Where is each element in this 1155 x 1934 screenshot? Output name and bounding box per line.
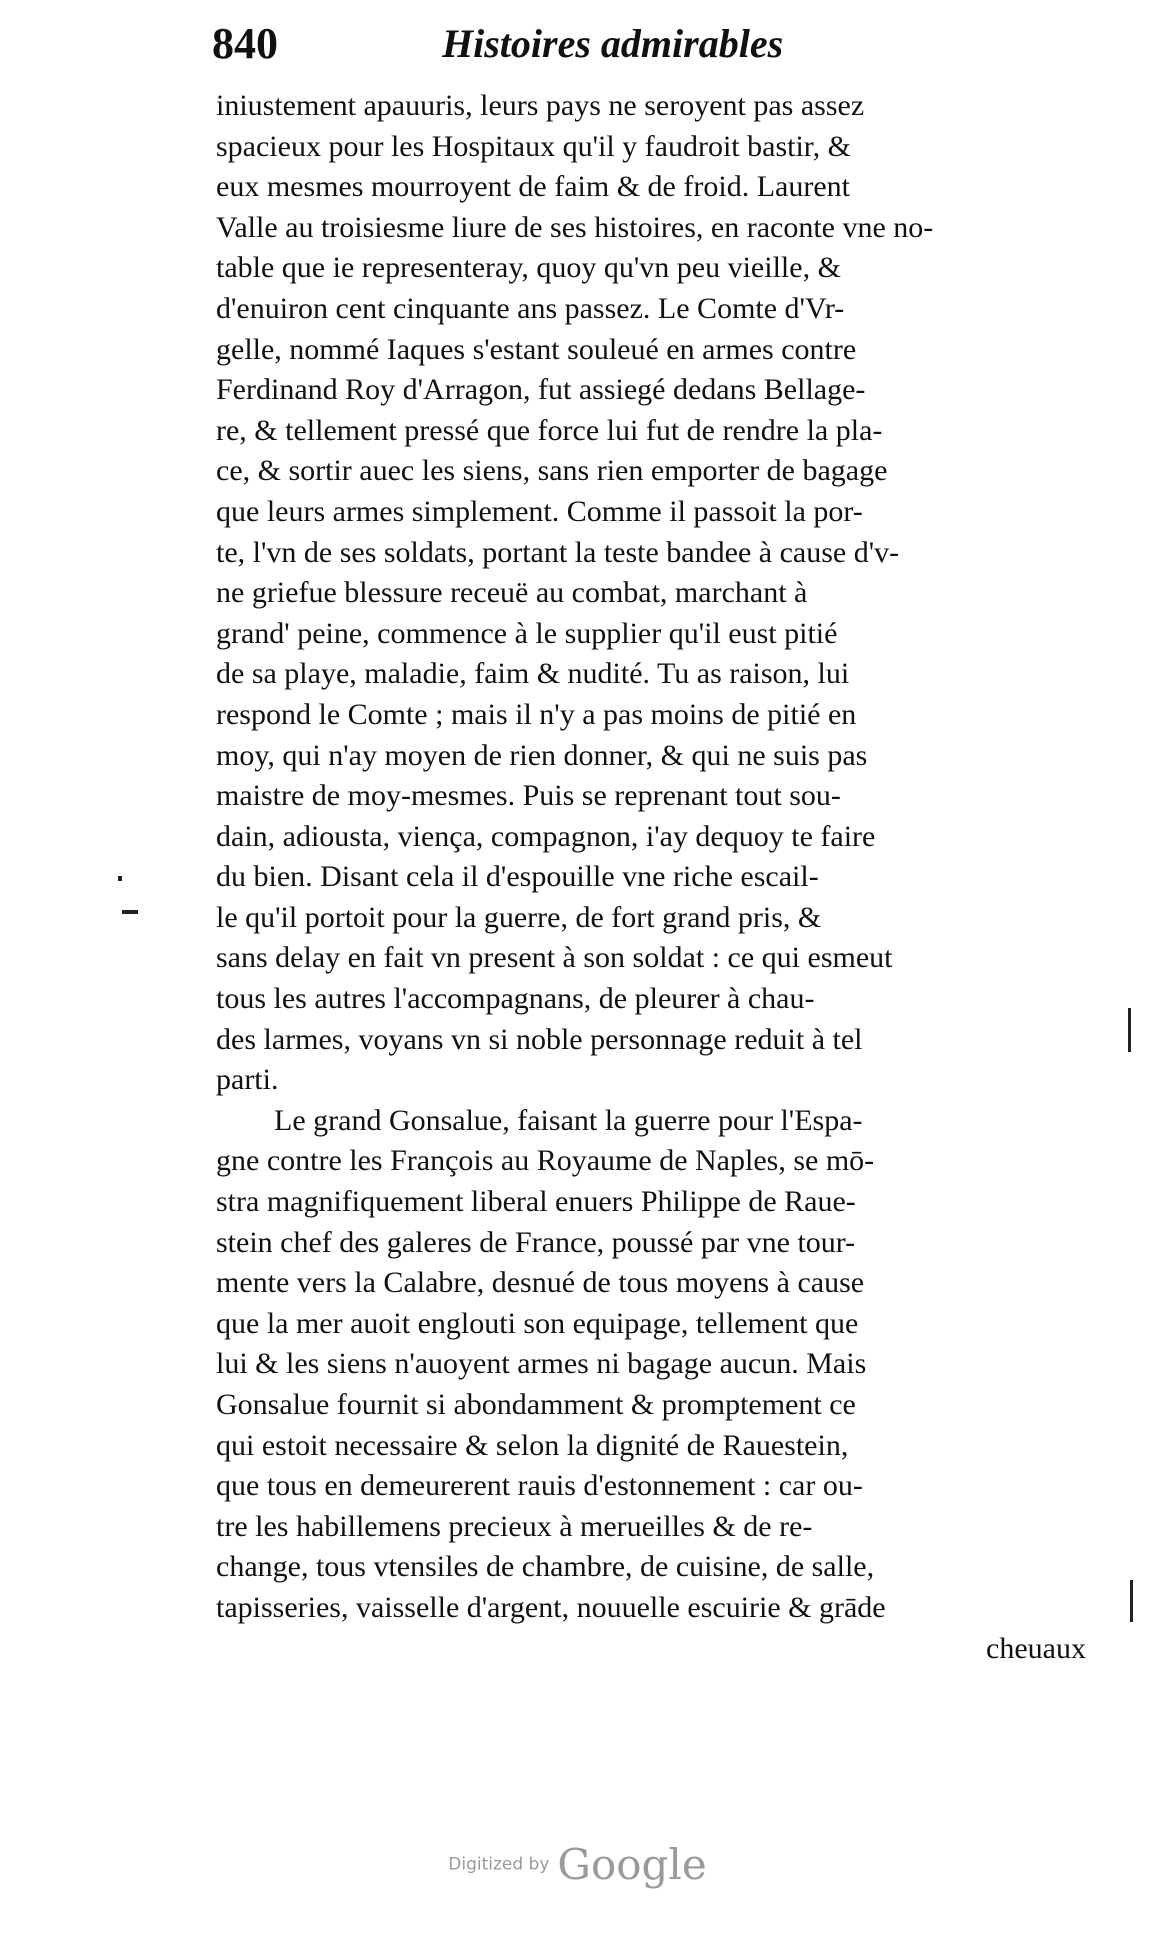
text-line: Valle au troisiesme liure de ses histoires, en raconte vne no-	[216, 210, 934, 244]
google-logo-text: Google	[557, 1840, 707, 1889]
text-line: du bien. Disant cela il d'espouille vne riche escail-	[216, 860, 819, 894]
text-line: tapisseries, vaisselle d'argent, nouuelle escuirie & grāde	[216, 1590, 886, 1624]
running-head	[212, 18, 1092, 78]
digitized-by-label: Digitized by	[448, 1854, 550, 1875]
catchword: cheuaux	[986, 1631, 1086, 1665]
text-line: eux mesmes mourroyent de faim & de froid. Laurent	[216, 170, 850, 204]
text-line: tous les autres l'accompagnans, de pleurer à chau-	[216, 982, 815, 1016]
margin-dash-mark	[122, 910, 138, 914]
text-line: re, & tellement pressé que force lui fut de rendre la pla-	[216, 413, 883, 447]
text-line: respond le Comte ; mais il n'y a pas moins de pitié en	[216, 697, 857, 731]
text-line: qui estoit necessaire & selon la dignité de Rauestein,	[216, 1428, 849, 1462]
text-line: que tous en demeurerent rauis d'estonnement : car ou-	[216, 1469, 863, 1503]
text-line: maistre de moy-mesmes. Puis se reprenant tout sou-	[216, 779, 841, 813]
text-line: mente vers la Calabre, desnué de tous moyens à cause	[216, 1266, 865, 1300]
text-line: sans delay en fait vn present à son soldat : ce qui esmeut	[216, 941, 893, 975]
text-line: te, l'vn de ses soldats, portant la teste bandee à cause d'v-	[216, 535, 900, 569]
digitized-by-google-watermark	[0, 1840, 1155, 1889]
text-line: Ferdinand Roy d'Arragon, fut assiegé dedans Bellage-	[216, 373, 866, 407]
text-line: grand' peine, commence à le supplier qu'il eust pitié	[216, 616, 838, 650]
text-line: parti.	[216, 1063, 279, 1097]
text-line: ne griefue blessure receuë au combat, marchant à	[216, 576, 808, 610]
page-number: 840	[212, 19, 278, 68]
text-line: stein chef des galeres de France, poussé par vne tour-	[216, 1225, 856, 1259]
text-line: table que ie representeray, quoy qu'vn peu vieille, &	[216, 251, 841, 285]
margin-rule-mark	[1128, 1008, 1131, 1052]
paragraph-start-line: Le grand Gonsalue, faisant la guerre pour l'Espa-	[274, 1103, 863, 1137]
body-text	[216, 86, 1086, 1669]
text-line: le qu'il portoit pour la guerre, de fort grand pris, &	[216, 900, 822, 934]
text-line: moy, qui n'ay moyen de rien donner, & qui ne suis pas	[216, 738, 868, 772]
margin-rule-mark	[1130, 1580, 1133, 1622]
text-line: que la mer auoit englouti son equipage, tellement que	[216, 1306, 859, 1340]
text-line: gne contre les François au Royaume de Naples, se mō-	[216, 1144, 875, 1178]
text-line: tre les habillemens precieux à merueilles & de re-	[216, 1509, 813, 1543]
text-line: de sa playe, maladie, faim & nudité. Tu as raison, lui	[216, 657, 850, 691]
text-line: gelle, nommé Iaques s'estant souleué en armes contre	[216, 332, 857, 366]
text-line: dain, adiousta, viença, compagnon, i'ay dequoy te faire	[216, 819, 876, 853]
text-line: lui & les siens n'auoyent armes ni bagage aucun. Mais	[216, 1347, 867, 1381]
margin-dot-mark	[118, 876, 122, 881]
text-line: d'enuiron cent cinquante ans passez. Le Comte d'Vr-	[216, 291, 845, 325]
text-line: stra magnifiquement liberal enuers Philippe de Raue-	[216, 1185, 856, 1219]
text-line: que leurs armes simplement. Comme il passoit la por-	[216, 494, 863, 528]
text-line: change, tous vtensiles de chambre, de cuisine, de salle,	[216, 1550, 875, 1584]
text-line: Gonsalue fournit si abondamment & promptement ce	[216, 1388, 856, 1421]
text-line: des larmes, voyans vn si noble personnage reduit à tel	[216, 1022, 863, 1056]
text-line: ce, & sortir auec les siens, sans rien emporter de bagage	[216, 454, 888, 488]
running-title: Histoires admirables	[442, 21, 784, 66]
text-line: spacieux pour les Hospitaux qu'il y faudroit bastir, &	[216, 129, 851, 163]
text-line: iniustement apauuris, leurs pays ne seroyent pas assez	[216, 89, 865, 122]
